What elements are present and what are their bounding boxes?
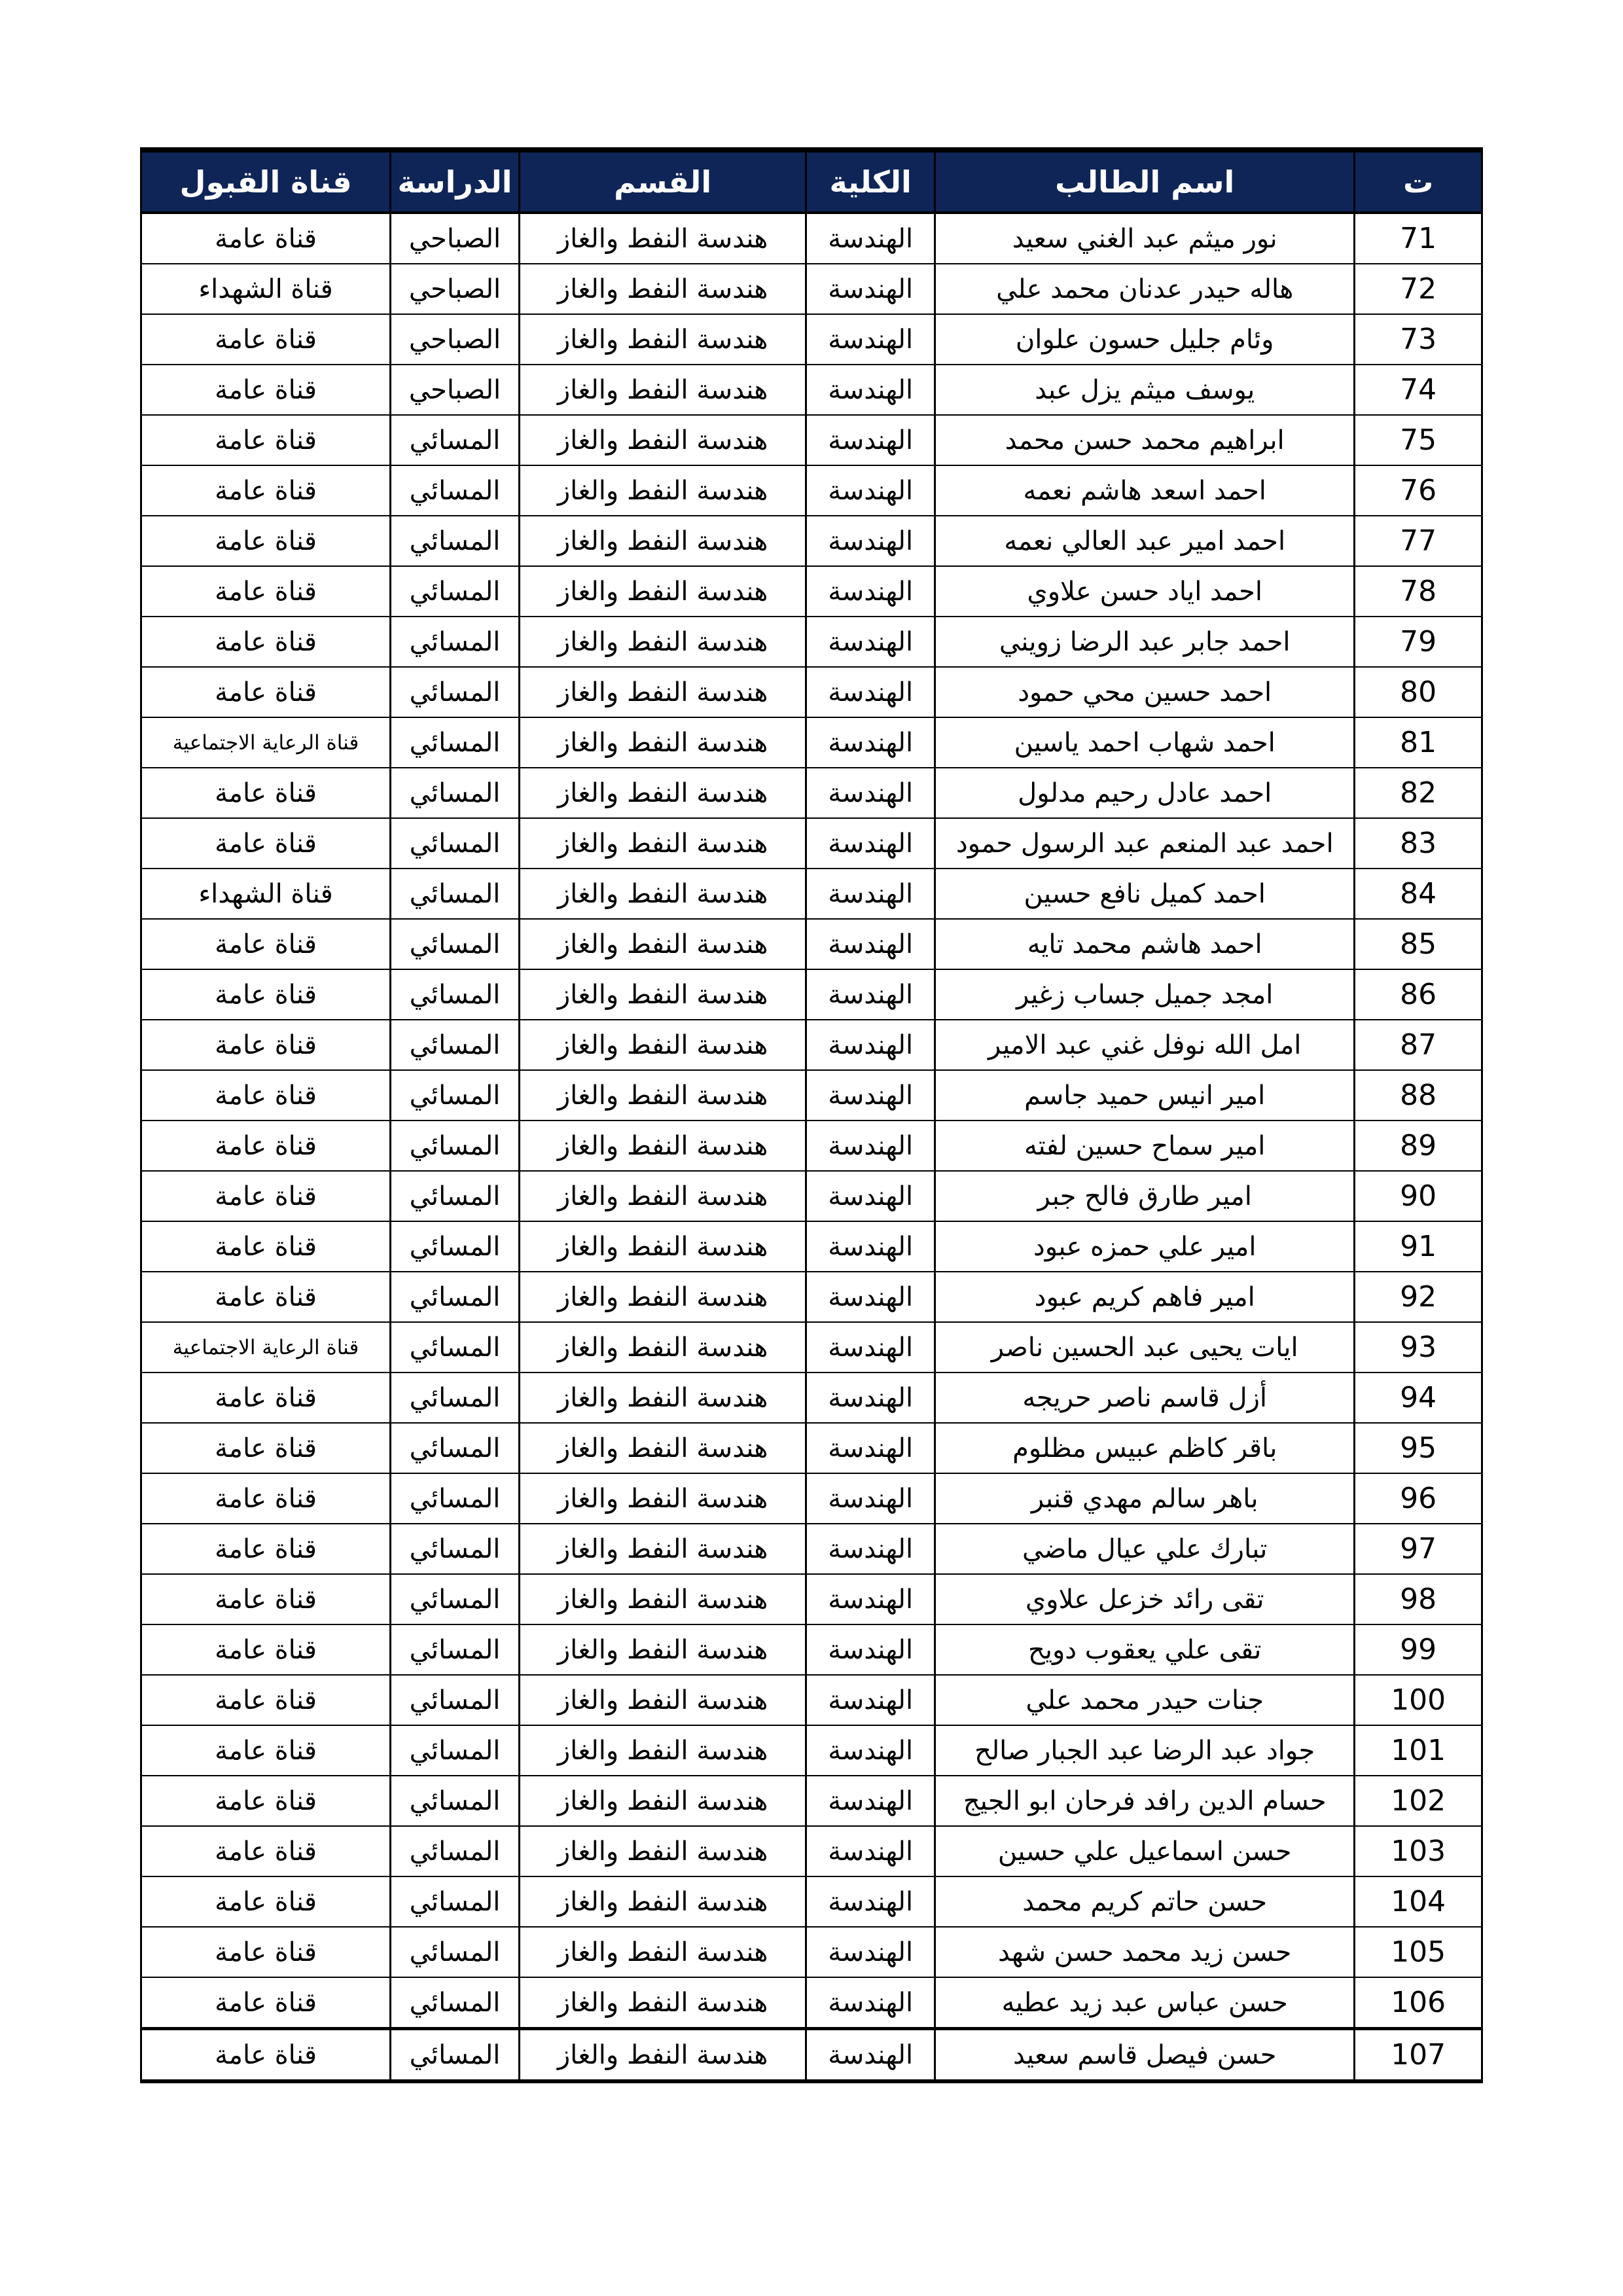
cell-no: 104 — [1355, 1876, 1482, 1927]
cell-no: 100 — [1355, 1675, 1482, 1725]
cell-channel: قناة عامة — [141, 1927, 391, 1977]
table-row — [141, 1020, 1482, 1070]
cell-study: المسائي — [391, 1826, 520, 1876]
cell-no: 88 — [1355, 1070, 1482, 1121]
cell-college: الهندسة — [806, 768, 935, 818]
cell-channel: قناة عامة — [141, 1876, 391, 1927]
cell-study: المسائي — [391, 1070, 520, 1121]
cell-study: المسائي — [391, 1121, 520, 1171]
header-cell-channel: قناة القبول — [141, 150, 391, 213]
table-row — [141, 1423, 1482, 1473]
cell-channel: قناة عامة — [141, 516, 391, 566]
cell-no: 87 — [1355, 1020, 1482, 1070]
cell-college: الهندسة — [806, 1121, 935, 1171]
cell-study: المسائي — [391, 1372, 520, 1423]
cell-dept: هندسة النفط والغاز — [519, 314, 806, 365]
table-row — [141, 1574, 1482, 1624]
cell-channel: قناة عامة — [141, 566, 391, 617]
cell-no: 98 — [1355, 1574, 1482, 1624]
header-cell-study: الدراسة — [391, 150, 520, 213]
table-row — [141, 869, 1482, 919]
cell-college: الهندسة — [806, 667, 935, 717]
cell-name: احمد كميل نافع حسين — [935, 869, 1355, 919]
cell-college: الهندسة — [806, 1624, 935, 1675]
cell-name: احمد عبد المنعم عبد الرسول حمود — [935, 818, 1355, 869]
cell-dept: هندسة النفط والغاز — [519, 969, 806, 1020]
cell-no: 99 — [1355, 1624, 1482, 1675]
table-row — [141, 1826, 1482, 1876]
cell-college: الهندسة — [806, 1272, 935, 1322]
cell-channel: قناة عامة — [141, 768, 391, 818]
table-row — [141, 365, 1482, 415]
cell-study: المسائي — [391, 2029, 520, 2082]
cell-no: 106 — [1355, 1977, 1482, 2029]
cell-no: 92 — [1355, 1272, 1482, 1322]
cell-dept: هندسة النفط والغاز — [519, 213, 806, 264]
table-row — [141, 1725, 1482, 1776]
cell-study: المسائي — [391, 617, 520, 667]
cell-channel: قناة عامة — [141, 1977, 391, 2029]
table-row — [141, 818, 1482, 869]
cell-name: يوسف ميثم يزل عبد — [935, 365, 1355, 415]
cell-channel: قناة عامة — [141, 969, 391, 1020]
cell-no: 93 — [1355, 1322, 1482, 1372]
cell-dept: هندسة النفط والغاز — [519, 1725, 806, 1776]
cell-name: وئام جليل حسون علوان — [935, 314, 1355, 365]
cell-no: 97 — [1355, 1524, 1482, 1574]
table-row — [141, 415, 1482, 465]
cell-no: 82 — [1355, 768, 1482, 818]
cell-dept: هندسة النفط والغاز — [519, 415, 806, 465]
cell-name: امير فاهم كريم عبود — [935, 1272, 1355, 1322]
cell-dept: هندسة النفط والغاز — [519, 465, 806, 516]
cell-dept: هندسة النفط والغاز — [519, 264, 806, 314]
cell-channel: قناة عامة — [141, 1776, 391, 1826]
cell-study: الصباحي — [391, 213, 520, 264]
table-row — [141, 314, 1482, 365]
cell-study: المسائي — [391, 1171, 520, 1221]
cell-dept: هندسة النفط والغاز — [519, 667, 806, 717]
cell-channel: قناة عامة — [141, 1826, 391, 1876]
cell-no: 83 — [1355, 818, 1482, 869]
cell-channel: قناة عامة — [141, 1272, 391, 1322]
cell-study: المسائي — [391, 969, 520, 1020]
cell-college: الهندسة — [806, 818, 935, 869]
table-row — [141, 667, 1482, 717]
cell-no: 95 — [1355, 1423, 1482, 1473]
cell-dept: هندسة النفط والغاز — [519, 1322, 806, 1372]
cell-college: الهندسة — [806, 566, 935, 617]
cell-no: 94 — [1355, 1372, 1482, 1423]
cell-channel: قناة الشهداء — [141, 264, 391, 314]
cell-dept: هندسة النفط والغاز — [519, 365, 806, 415]
table-row — [141, 516, 1482, 566]
cell-no: 80 — [1355, 667, 1482, 717]
cell-study: المسائي — [391, 1876, 520, 1927]
cell-dept: هندسة النفط والغاز — [519, 717, 806, 768]
cell-dept: هندسة النفط والغاز — [519, 1372, 806, 1423]
cell-dept: هندسة النفط والغاز — [519, 1624, 806, 1675]
cell-channel: قناة عامة — [141, 919, 391, 969]
cell-name: امير انيس حميد جاسم — [935, 1070, 1355, 1121]
cell-no: 73 — [1355, 314, 1482, 365]
cell-name: احمد هاشم محمد تايه — [935, 919, 1355, 969]
table-row — [141, 1876, 1482, 1927]
cell-college: الهندسة — [806, 919, 935, 969]
cell-dept: هندسة النفط والغاز — [519, 1221, 806, 1272]
cell-no: 78 — [1355, 566, 1482, 617]
cell-college: الهندسة — [806, 1423, 935, 1473]
cell-channel: قناة عامة — [141, 1171, 391, 1221]
cell-dept: هندسة النفط والغاز — [519, 1876, 806, 1927]
cell-name: جواد عبد الرضا عبد الجبار صالح — [935, 1725, 1355, 1776]
cell-dept: هندسة النفط والغاز — [519, 1524, 806, 1574]
cell-channel: قناة عامة — [141, 2029, 391, 2082]
table-row — [141, 1272, 1482, 1322]
cell-name: حسام الدين رافد فرحان ابو الجيج — [935, 1776, 1355, 1826]
cell-study: المسائي — [391, 1272, 520, 1322]
table-row — [141, 1473, 1482, 1524]
cell-channel: قناة عامة — [141, 667, 391, 717]
cell-name: هاله حيدر عدنان محمد علي — [935, 264, 1355, 314]
table-row — [141, 717, 1482, 768]
cell-college: الهندسة — [806, 314, 935, 365]
cell-study: المسائي — [391, 1725, 520, 1776]
cell-channel: قناة الرعاية الاجتماعية — [141, 1322, 391, 1372]
cell-channel: قناة عامة — [141, 365, 391, 415]
cell-channel: قناة عامة — [141, 1070, 391, 1121]
cell-dept: هندسة النفط والغاز — [519, 1826, 806, 1876]
table-row — [141, 1070, 1482, 1121]
cell-channel: قناة عامة — [141, 617, 391, 667]
cell-study: الصباحي — [391, 264, 520, 314]
cell-dept: هندسة النفط والغاز — [519, 1272, 806, 1322]
cell-name: ايات يحيى عبد الحسين ناصر — [935, 1322, 1355, 1372]
table-row — [141, 768, 1482, 818]
cell-study: المسائي — [391, 1423, 520, 1473]
cell-name: حسن فيصل قاسم سعيد — [935, 2029, 1355, 2082]
cell-name: احمد حسين محي حمود — [935, 667, 1355, 717]
table-row — [141, 1322, 1482, 1372]
cell-channel: قناة عامة — [141, 1121, 391, 1171]
cell-no: 89 — [1355, 1121, 1482, 1171]
cell-study: المسائي — [391, 1675, 520, 1725]
cell-no: 79 — [1355, 617, 1482, 667]
cell-college: الهندسة — [806, 1927, 935, 1977]
table-row — [141, 1121, 1482, 1171]
cell-channel: قناة عامة — [141, 818, 391, 869]
cell-college: الهندسة — [806, 617, 935, 667]
cell-channel: قناة عامة — [141, 1725, 391, 1776]
cell-college: الهندسة — [806, 1322, 935, 1372]
cell-dept: هندسة النفط والغاز — [519, 566, 806, 617]
cell-college: الهندسة — [806, 264, 935, 314]
cell-study: المسائي — [391, 869, 520, 919]
table-row — [141, 1171, 1482, 1221]
cell-college: الهندسة — [806, 1171, 935, 1221]
cell-college: الهندسة — [806, 415, 935, 465]
table-row — [141, 617, 1482, 667]
table-body — [141, 213, 1482, 2081]
cell-study: المسائي — [391, 1322, 520, 1372]
cell-college: الهندسة — [806, 1574, 935, 1624]
cell-channel: قناة عامة — [141, 1020, 391, 1070]
table-row — [141, 969, 1482, 1020]
header-row — [141, 150, 1482, 213]
cell-dept: هندسة النفط والغاز — [519, 1927, 806, 1977]
cell-no: 74 — [1355, 365, 1482, 415]
cell-study: المسائي — [391, 1574, 520, 1624]
cell-college: الهندسة — [806, 969, 935, 1020]
cell-name: حسن حاتم كريم محمد — [935, 1876, 1355, 1927]
header-cell-name: اسم الطالب — [935, 150, 1355, 213]
cell-college: الهندسة — [806, 465, 935, 516]
cell-name: أزل قاسم ناصر حريجه — [935, 1372, 1355, 1423]
table-row — [141, 465, 1482, 516]
cell-dept: هندسة النفط والغاز — [519, 617, 806, 667]
cell-college: الهندسة — [806, 1776, 935, 1826]
table-row — [141, 1624, 1482, 1675]
cell-study: المسائي — [391, 667, 520, 717]
cell-dept: هندسة النفط والغاز — [519, 1776, 806, 1826]
table-row — [141, 2029, 1482, 2082]
cell-dept: هندسة النفط والغاز — [519, 818, 806, 869]
cell-no: 105 — [1355, 1927, 1482, 1977]
cell-dept: هندسة النفط والغاز — [519, 1070, 806, 1121]
cell-no: 91 — [1355, 1221, 1482, 1272]
cell-channel: قناة عامة — [141, 465, 391, 516]
cell-study: المسائي — [391, 717, 520, 768]
cell-channel: قناة عامة — [141, 1423, 391, 1473]
cell-channel: قناة عامة — [141, 1675, 391, 1725]
cell-no: 90 — [1355, 1171, 1482, 1221]
cell-dept: هندسة النفط والغاز — [519, 1473, 806, 1524]
cell-name: نور ميثم عبد الغني سعيد — [935, 213, 1355, 264]
cell-college: الهندسة — [806, 1070, 935, 1121]
cell-college: الهندسة — [806, 1977, 935, 2029]
cell-college: الهندسة — [806, 717, 935, 768]
cell-dept: هندسة النفط والغاز — [519, 1574, 806, 1624]
cell-dept: هندسة النفط والغاز — [519, 1675, 806, 1725]
cell-name: حسن اسماعيل علي حسين — [935, 1826, 1355, 1876]
cell-name: تبارك علي عيال ماضي — [935, 1524, 1355, 1574]
cell-no: 72 — [1355, 264, 1482, 314]
cell-name: امير طارق فالح جبر — [935, 1171, 1355, 1221]
cell-college: الهندسة — [806, 1221, 935, 1272]
cell-no: 103 — [1355, 1826, 1482, 1876]
table-row — [141, 1221, 1482, 1272]
header-cell-college: الكلية — [806, 150, 935, 213]
cell-no: 77 — [1355, 516, 1482, 566]
cell-college: الهندسة — [806, 1675, 935, 1725]
cell-no: 102 — [1355, 1776, 1482, 1826]
cell-channel: قناة عامة — [141, 1624, 391, 1675]
cell-college: الهندسة — [806, 1826, 935, 1876]
cell-name: احمد اياد حسن علاوي — [935, 566, 1355, 617]
cell-channel: قناة الشهداء — [141, 869, 391, 919]
cell-name: احمد شهاب احمد ياسين — [935, 717, 1355, 768]
cell-no: 81 — [1355, 717, 1482, 768]
cell-study: المسائي — [391, 768, 520, 818]
cell-name: حسن عباس عبد زيد عطيه — [935, 1977, 1355, 2029]
table-row — [141, 566, 1482, 617]
cell-channel: قناة عامة — [141, 1574, 391, 1624]
cell-study: المسائي — [391, 1927, 520, 1977]
cell-name: حسن زيد محمد حسن شهد — [935, 1927, 1355, 1977]
cell-study: المسائي — [391, 1473, 520, 1524]
cell-name: امجد جميل جساب زغير — [935, 969, 1355, 1020]
cell-dept: هندسة النفط والغاز — [519, 516, 806, 566]
cell-study: المسائي — [391, 919, 520, 969]
cell-dept: هندسة النفط والغاز — [519, 1171, 806, 1221]
table-row — [141, 213, 1482, 264]
cell-no: 101 — [1355, 1725, 1482, 1776]
cell-no: 76 — [1355, 465, 1482, 516]
cell-name: تقى رائد خزعل علاوي — [935, 1574, 1355, 1624]
cell-name: باقر كاظم عبيس مظلوم — [935, 1423, 1355, 1473]
cell-name: تقى علي يعقوب دويح — [935, 1624, 1355, 1675]
cell-college: الهندسة — [806, 1524, 935, 1574]
cell-name: احمد امير عبد العالي نعمه — [935, 516, 1355, 566]
table-row — [141, 1927, 1482, 1977]
cell-name: احمد عادل رحيم مدلول — [935, 768, 1355, 818]
cell-channel: قناة الرعاية الاجتماعية — [141, 717, 391, 768]
cell-channel: قناة عامة — [141, 415, 391, 465]
cell-college: الهندسة — [806, 1876, 935, 1927]
cell-dept: هندسة النفط والغاز — [519, 2029, 806, 2082]
table-row — [141, 1524, 1482, 1574]
cell-study: المسائي — [391, 1221, 520, 1272]
cell-dept: هندسة النفط والغاز — [519, 1977, 806, 2029]
cell-no: 84 — [1355, 869, 1482, 919]
table-row — [141, 919, 1482, 969]
cell-name: احمد اسعد هاشم نعمه — [935, 465, 1355, 516]
cell-channel: قناة عامة — [141, 213, 391, 264]
table-header — [141, 150, 1482, 213]
table-row — [141, 1675, 1482, 1725]
cell-name: امل الله نوفل غني عبد الامير — [935, 1020, 1355, 1070]
cell-channel: قناة عامة — [141, 1221, 391, 1272]
cell-college: الهندسة — [806, 1725, 935, 1776]
cell-no: 86 — [1355, 969, 1482, 1020]
cell-study: الصباحي — [391, 365, 520, 415]
cell-dept: هندسة النفط والغاز — [519, 768, 806, 818]
cell-name: امير علي حمزه عبود — [935, 1221, 1355, 1272]
cell-channel: قناة عامة — [141, 1524, 391, 1574]
cell-college: الهندسة — [806, 1020, 935, 1070]
cell-study: المسائي — [391, 1776, 520, 1826]
table-row — [141, 1372, 1482, 1423]
cell-study: المسائي — [391, 1020, 520, 1070]
cell-study: الصباحي — [391, 314, 520, 365]
cell-college: الهندسة — [806, 516, 935, 566]
cell-channel: قناة عامة — [141, 1372, 391, 1423]
cell-study: المسائي — [391, 415, 520, 465]
cell-college: الهندسة — [806, 1473, 935, 1524]
cell-college: الهندسة — [806, 2029, 935, 2082]
header-cell-dept: القسم — [519, 150, 806, 213]
cell-dept: هندسة النفط والغاز — [519, 1121, 806, 1171]
cell-study: المسائي — [391, 566, 520, 617]
cell-dept: هندسة النفط والغاز — [519, 1020, 806, 1070]
cell-name: جنات حيدر محمد علي — [935, 1675, 1355, 1725]
cell-dept: هندسة النفط والغاز — [519, 869, 806, 919]
cell-no: 96 — [1355, 1473, 1482, 1524]
table-row — [141, 264, 1482, 314]
cell-college: الهندسة — [806, 1372, 935, 1423]
cell-study: المسائي — [391, 1624, 520, 1675]
cell-no: 71 — [1355, 213, 1482, 264]
cell-name: امير سماح حسين لفته — [935, 1121, 1355, 1171]
cell-no: 107 — [1355, 2029, 1482, 2082]
cell-channel: قناة عامة — [141, 1473, 391, 1524]
cell-name: ابراهيم محمد حسن محمد — [935, 415, 1355, 465]
cell-study: المسائي — [391, 818, 520, 869]
cell-study: المسائي — [391, 1524, 520, 1574]
table-row — [141, 1776, 1482, 1826]
table-row — [141, 1977, 1482, 2029]
cell-study: المسائي — [391, 465, 520, 516]
cell-college: الهندسة — [806, 365, 935, 415]
cell-dept: هندسة النفط والغاز — [519, 1423, 806, 1473]
cell-no: 85 — [1355, 919, 1482, 969]
students-table — [140, 147, 1483, 2083]
cell-no: 75 — [1355, 415, 1482, 465]
cell-study: المسائي — [391, 1977, 520, 2029]
cell-name: احمد جابر عبد الرضا زويني — [935, 617, 1355, 667]
cell-dept: هندسة النفط والغاز — [519, 919, 806, 969]
header-cell-no: ت — [1355, 150, 1482, 213]
cell-study: المسائي — [391, 516, 520, 566]
cell-name: باهر سالم مهدي قنبر — [935, 1473, 1355, 1524]
cell-channel: قناة عامة — [141, 314, 391, 365]
cell-college: الهندسة — [806, 869, 935, 919]
cell-college: الهندسة — [806, 213, 935, 264]
